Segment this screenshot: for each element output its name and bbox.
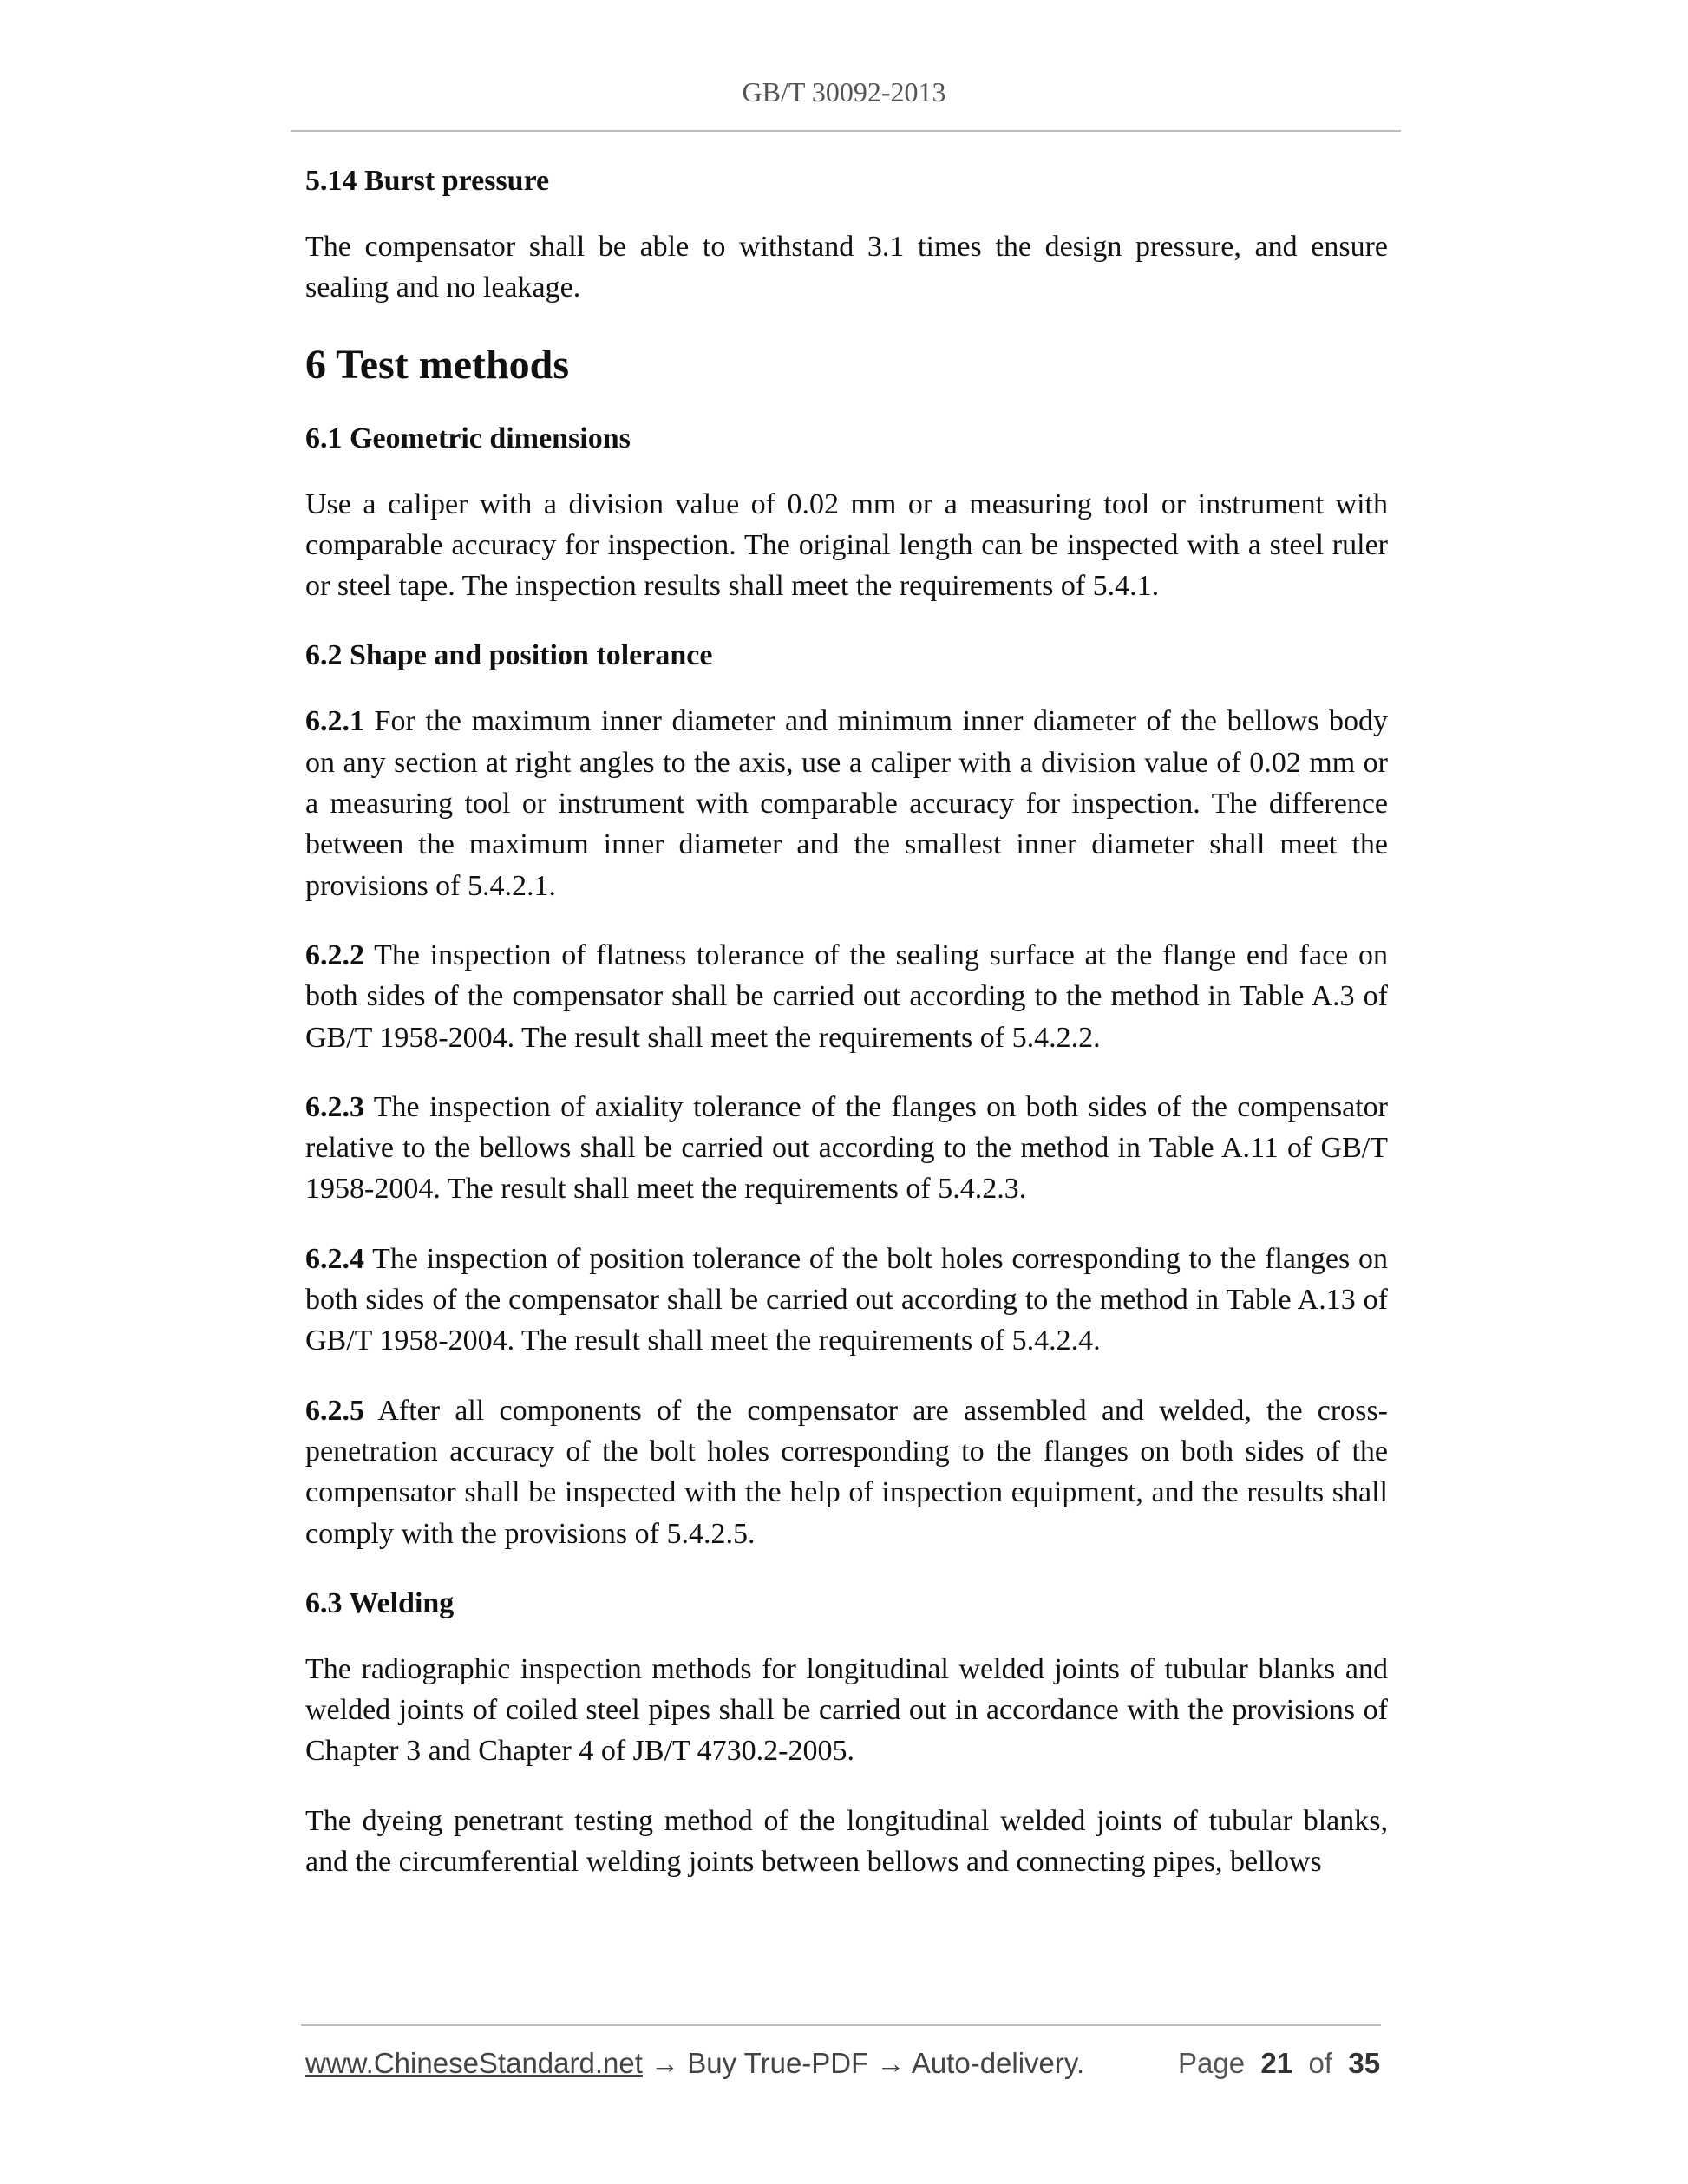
- page-label: Page: [1178, 2047, 1246, 2079]
- section-5-14-text: The compensator shall be able to withstand 3.1 times the design pressure, and ensure sealing and no leakage.: [305, 231, 1388, 304]
- clause-number: 6.2.4: [305, 1242, 364, 1275]
- clause-text: The inspection of flatness tolerance of the sealing surface at the flange end face on both sides of the compensator shall be carried out according to the method in Table A.3 of GB/T 1958-2004. The result shall meet the requirements of 5.4.2.2.: [305, 938, 1388, 1054]
- section-6-3-paragraph: The dyeing penetrant testing method of the longitudinal welded joints of tubular blanks, and the circumferential welding joints between bellows and connecting pipes, bellows: [305, 1804, 1388, 1879]
- clause-number: 6.2.5: [305, 1394, 364, 1427]
- clause-6-2-5: [305, 1390, 1388, 1554]
- page-total: 35: [1348, 2047, 1381, 2079]
- section-6-3-heading: 6.3 Welding: [305, 1586, 455, 1619]
- section-6-1-text: Use a caliper with a division value of 0.02 mm or a measuring tool or instrument with comparable accuracy for inspection. The original length can be inspected with a steel ruler or steel tape. The inspection results shall meet the requirements of 5.4.1.: [305, 487, 1388, 603]
- clause-6-2-2: [305, 935, 1388, 1058]
- section-6-1-heading: 6.1 Geometric dimensions: [305, 422, 631, 454]
- clause-number: 6.2.2: [305, 938, 364, 971]
- section-6-2-heading: 6.2 Shape and position tolerance: [305, 639, 713, 672]
- chapter-6-heading: 6 Test methods: [305, 341, 570, 388]
- clause-text: After all components of the compensator are assembled and welded, the cross-penetration accuracy of the bolt holes corresponding to the flanges on both sides of the compensator shall be inspected with the help of inspection equipment, and the results shall comply with the provisions of 5.4.2.5.: [305, 1394, 1388, 1550]
- footer-promo: [305, 2047, 1084, 2080]
- clause-6-2-4: [305, 1239, 1388, 1362]
- footer-divider: [301, 2024, 1381, 2026]
- section-6-3-paragraph: The radiographic inspection methods for longitudinal welded joints of tubular blanks and welded joints of coiled steel pipes shall be carried out in accordance with the provisions of Chapter 3 and Chapter 4 of JB/T 4730.2-2005.: [305, 1652, 1388, 1768]
- clause-text: The inspection of axiality tolerance of the flanges on both sides of the compensator relative to the bellows shall be carried out according to the method in Table A.11 of GB/T 1958-2004. The result shall meet the requirements of 5.4.2.3.: [305, 1090, 1388, 1206]
- clause-number: 6.2.1: [305, 705, 364, 738]
- page-indicator: [1178, 2047, 1380, 2080]
- page-current: 21: [1260, 2047, 1293, 2079]
- clause-text: For the maximum inner diameter and minimum inner diameter of the bellows body on any section at right angles to the axis, use a caliper with a division value of 0.02 mm or a measuring tool or instrument with comparable accuracy for inspection. The difference between the maximum inner diameter and the smallest inner diameter shall meet the provisions of 5.4.2.1.: [305, 705, 1388, 902]
- clause-number: 6.2.3: [305, 1090, 364, 1123]
- section-5-14-heading: 5.14 Burst pressure: [305, 165, 550, 197]
- footer-buy-text: → Buy True-PDF → Auto-delivery.: [642, 2047, 1085, 2079]
- clause-6-2-3: [305, 1087, 1388, 1210]
- document-header: GB/T 30092-2013: [742, 76, 946, 108]
- website-link[interactable]: www.ChineseStandard.net: [305, 2047, 643, 2079]
- clause-6-2-1: [305, 701, 1388, 906]
- header-divider: [291, 130, 1401, 132]
- document-body: [305, 160, 1388, 1911]
- clause-text: The inspection of position tolerance of the bolt holes corresponding to the flanges on both sides of the compensator shall be carried out according to the method in Table A.13 of GB/T 1958-2004. The result shall meet the requirements of 5.4.2.4.: [305, 1242, 1388, 1357]
- page-of-label: of: [1308, 2047, 1333, 2079]
